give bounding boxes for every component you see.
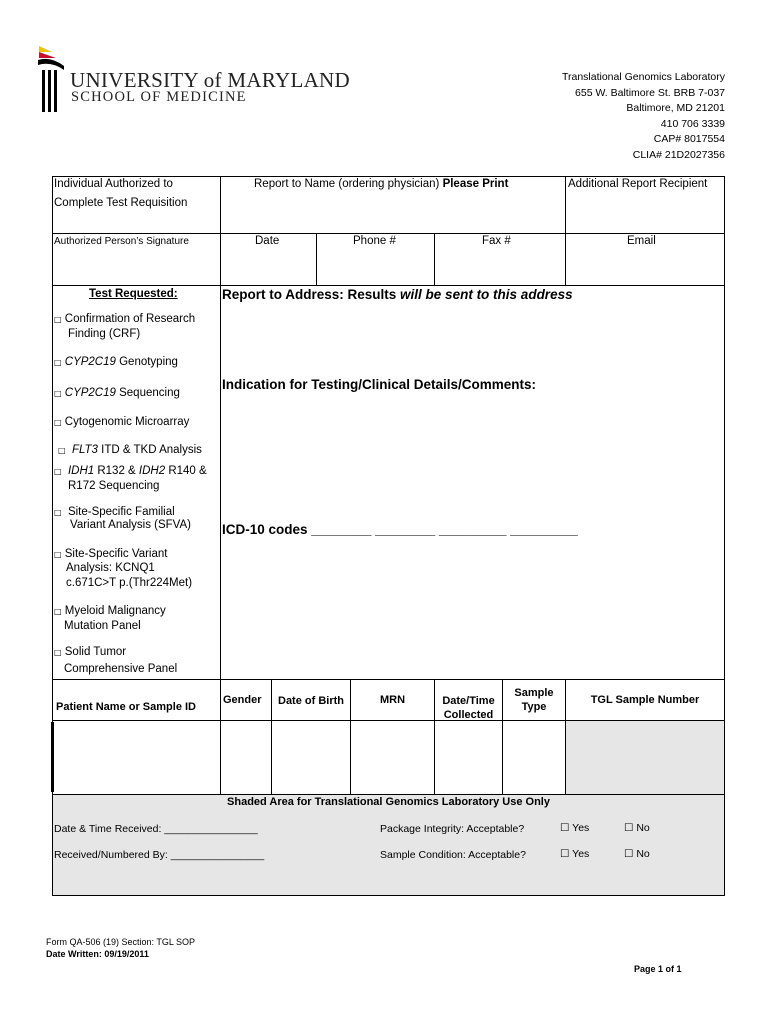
checkbox-icon: ☐ [624,822,634,834]
test-option-microarray[interactable]: □ Cytogenomic Microarray [54,416,190,428]
indication-label: Indication for Testing/Clinical Details/Comments: [222,377,537,392]
test-option-idh-line2: R172 Sequencing [68,480,160,492]
header-gender: Gender [223,694,262,706]
header-sample-type: Sample Type [514,687,554,713]
mrn-cell[interactable] [352,722,433,792]
test-requested-title: Test Requested: [89,288,178,300]
test-option-myeloid[interactable]: □ Myeloid Malignancy [54,605,166,617]
logo-line1: UNIVERSITY of MARYLAND [70,68,350,92]
phone-label: Phone # [353,235,396,247]
test-option-solid-tumor[interactable]: □ Solid Tumor [54,646,127,658]
lab-use-shade [53,795,724,895]
additional-recipient-label: Additional Report Recipient [568,178,708,190]
test-option-cyp2c19-genotyping[interactable]: □ CYP2C19 Genotyping [54,356,178,368]
gender-cell[interactable] [222,722,270,792]
report-address-label: Report to Address: Results will be sent to this address [222,287,573,302]
test-option-cyp2c19-sequencing[interactable]: □ CYP2C19 Sequencing [54,387,180,399]
report-to-name-field[interactable] [222,196,562,230]
checkbox-icon: □ [54,389,62,398]
test-option-idh[interactable]: □ IDH1 R132 & IDH2 R140 & [54,465,207,477]
phone-field[interactable] [318,250,432,282]
date-collected-cell[interactable] [436,722,501,792]
received-by-field[interactable]: Received/Numbered By: ________________ [54,849,265,861]
checkbox-icon: ☐ [624,848,634,860]
patient-name-cell[interactable] [55,722,219,792]
sample-condition-label: Sample Condition: Acceptable? [380,849,526,861]
checkbox-icon: ☐ [560,822,570,834]
package-yes-checkbox[interactable]: ☐ Yes [560,822,590,834]
condition-no-checkbox[interactable]: ☐ No [624,848,650,860]
checkbox-icon: □ [54,315,62,324]
checkbox-icon: □ [54,550,62,559]
email-field[interactable] [567,250,722,282]
page-number: Page 1 of 1 [634,964,682,974]
lab-use-title: Shaded Area for Translational Genomics Laboratory Use Only [227,796,550,808]
test-option-solid-tumor-line2: Comprehensive Panel [64,663,178,675]
test-option-crf[interactable]: □ Confirmation of Research [54,313,196,325]
package-integrity-label: Package Integrity: Acceptable? [380,823,525,835]
date-written: Date Written: 09/19/2011 [46,949,149,959]
tgl-number-shade [566,721,724,794]
sample-type-cell[interactable] [504,722,564,792]
auth-label-1: Individual Authorized to [54,178,173,190]
header-date-collected: Date/Time Collected [442,695,495,721]
checkbox-icon: □ [54,418,62,427]
header-dob: Date of Birth [278,695,344,707]
signature-field[interactable] [54,250,218,282]
checkbox-icon: □ [54,358,62,367]
fax-label: Fax # [482,235,511,247]
signature-label: Authorized Person’s Signature [54,236,189,247]
checkbox-icon: □ [54,467,62,476]
university-logo [36,44,66,114]
header-mrn: MRN [379,694,406,706]
date-field[interactable] [222,250,314,282]
test-option-sfva[interactable]: □ Site-Specific Familial [54,506,175,518]
report-to-label: Report to Name (ordering physician) Please Print [254,178,509,190]
checkbox-icon: □ [54,648,62,657]
indication-field[interactable] [222,396,722,514]
test-option-flt3[interactable]: □ FLT3 ITD & TKD Analysis [58,444,202,456]
lab-address: Translational Genomics Laboratory 655 W. Baltimore St. BRB 7-037 Baltimore, MD 21201 410 706 3339 CAP# 8017554 CLIA# 21D2027356 [561,71,725,161]
fax-field[interactable] [436,250,563,282]
date-received-field[interactable]: Date & Time Received: ________________ [54,823,258,835]
test-option-myeloid-line2: Mutation Panel [64,620,141,632]
report-address-field[interactable] [222,306,722,374]
dob-cell[interactable] [273,722,349,792]
package-no-checkbox[interactable]: ☐ No [624,822,650,834]
condition-yes-checkbox[interactable]: ☐ Yes [560,848,590,860]
date-label: Date [255,235,280,247]
test-option-crf-line2: Finding (CRF) [68,328,141,340]
email-label: Email [627,235,656,247]
test-option-kcnq1-line3: c.671C>T p.(Thr224Met) [66,577,193,589]
logo-line2: SCHOOL OF MEDICINE [71,89,247,105]
test-option-kcnq1-line2: Analysis: KCNQ1 [66,562,155,574]
checkbox-icon: ☐ [560,848,570,860]
header-tgl-number: TGL Sample Number [590,694,700,706]
test-option-sfva-line2: Variant Analysis (SFVA) [70,519,192,531]
auth-label-2: Complete Test Requisition [54,197,188,209]
header-patient-name: Patient Name or Sample ID [56,701,196,713]
test-option-kcnq1[interactable]: □ Site-Specific Variant [54,548,168,560]
checkbox-icon: □ [54,508,62,517]
checkbox-icon: □ [54,607,62,616]
form-number: Form QA-506 (19) Section: TGL SOP [46,937,196,947]
additional-recipient-field[interactable] [567,196,722,230]
checkbox-icon: □ [58,446,66,455]
icd10-codes[interactable]: ICD-10 codes ________ ________ _________ _________ [222,522,578,537]
